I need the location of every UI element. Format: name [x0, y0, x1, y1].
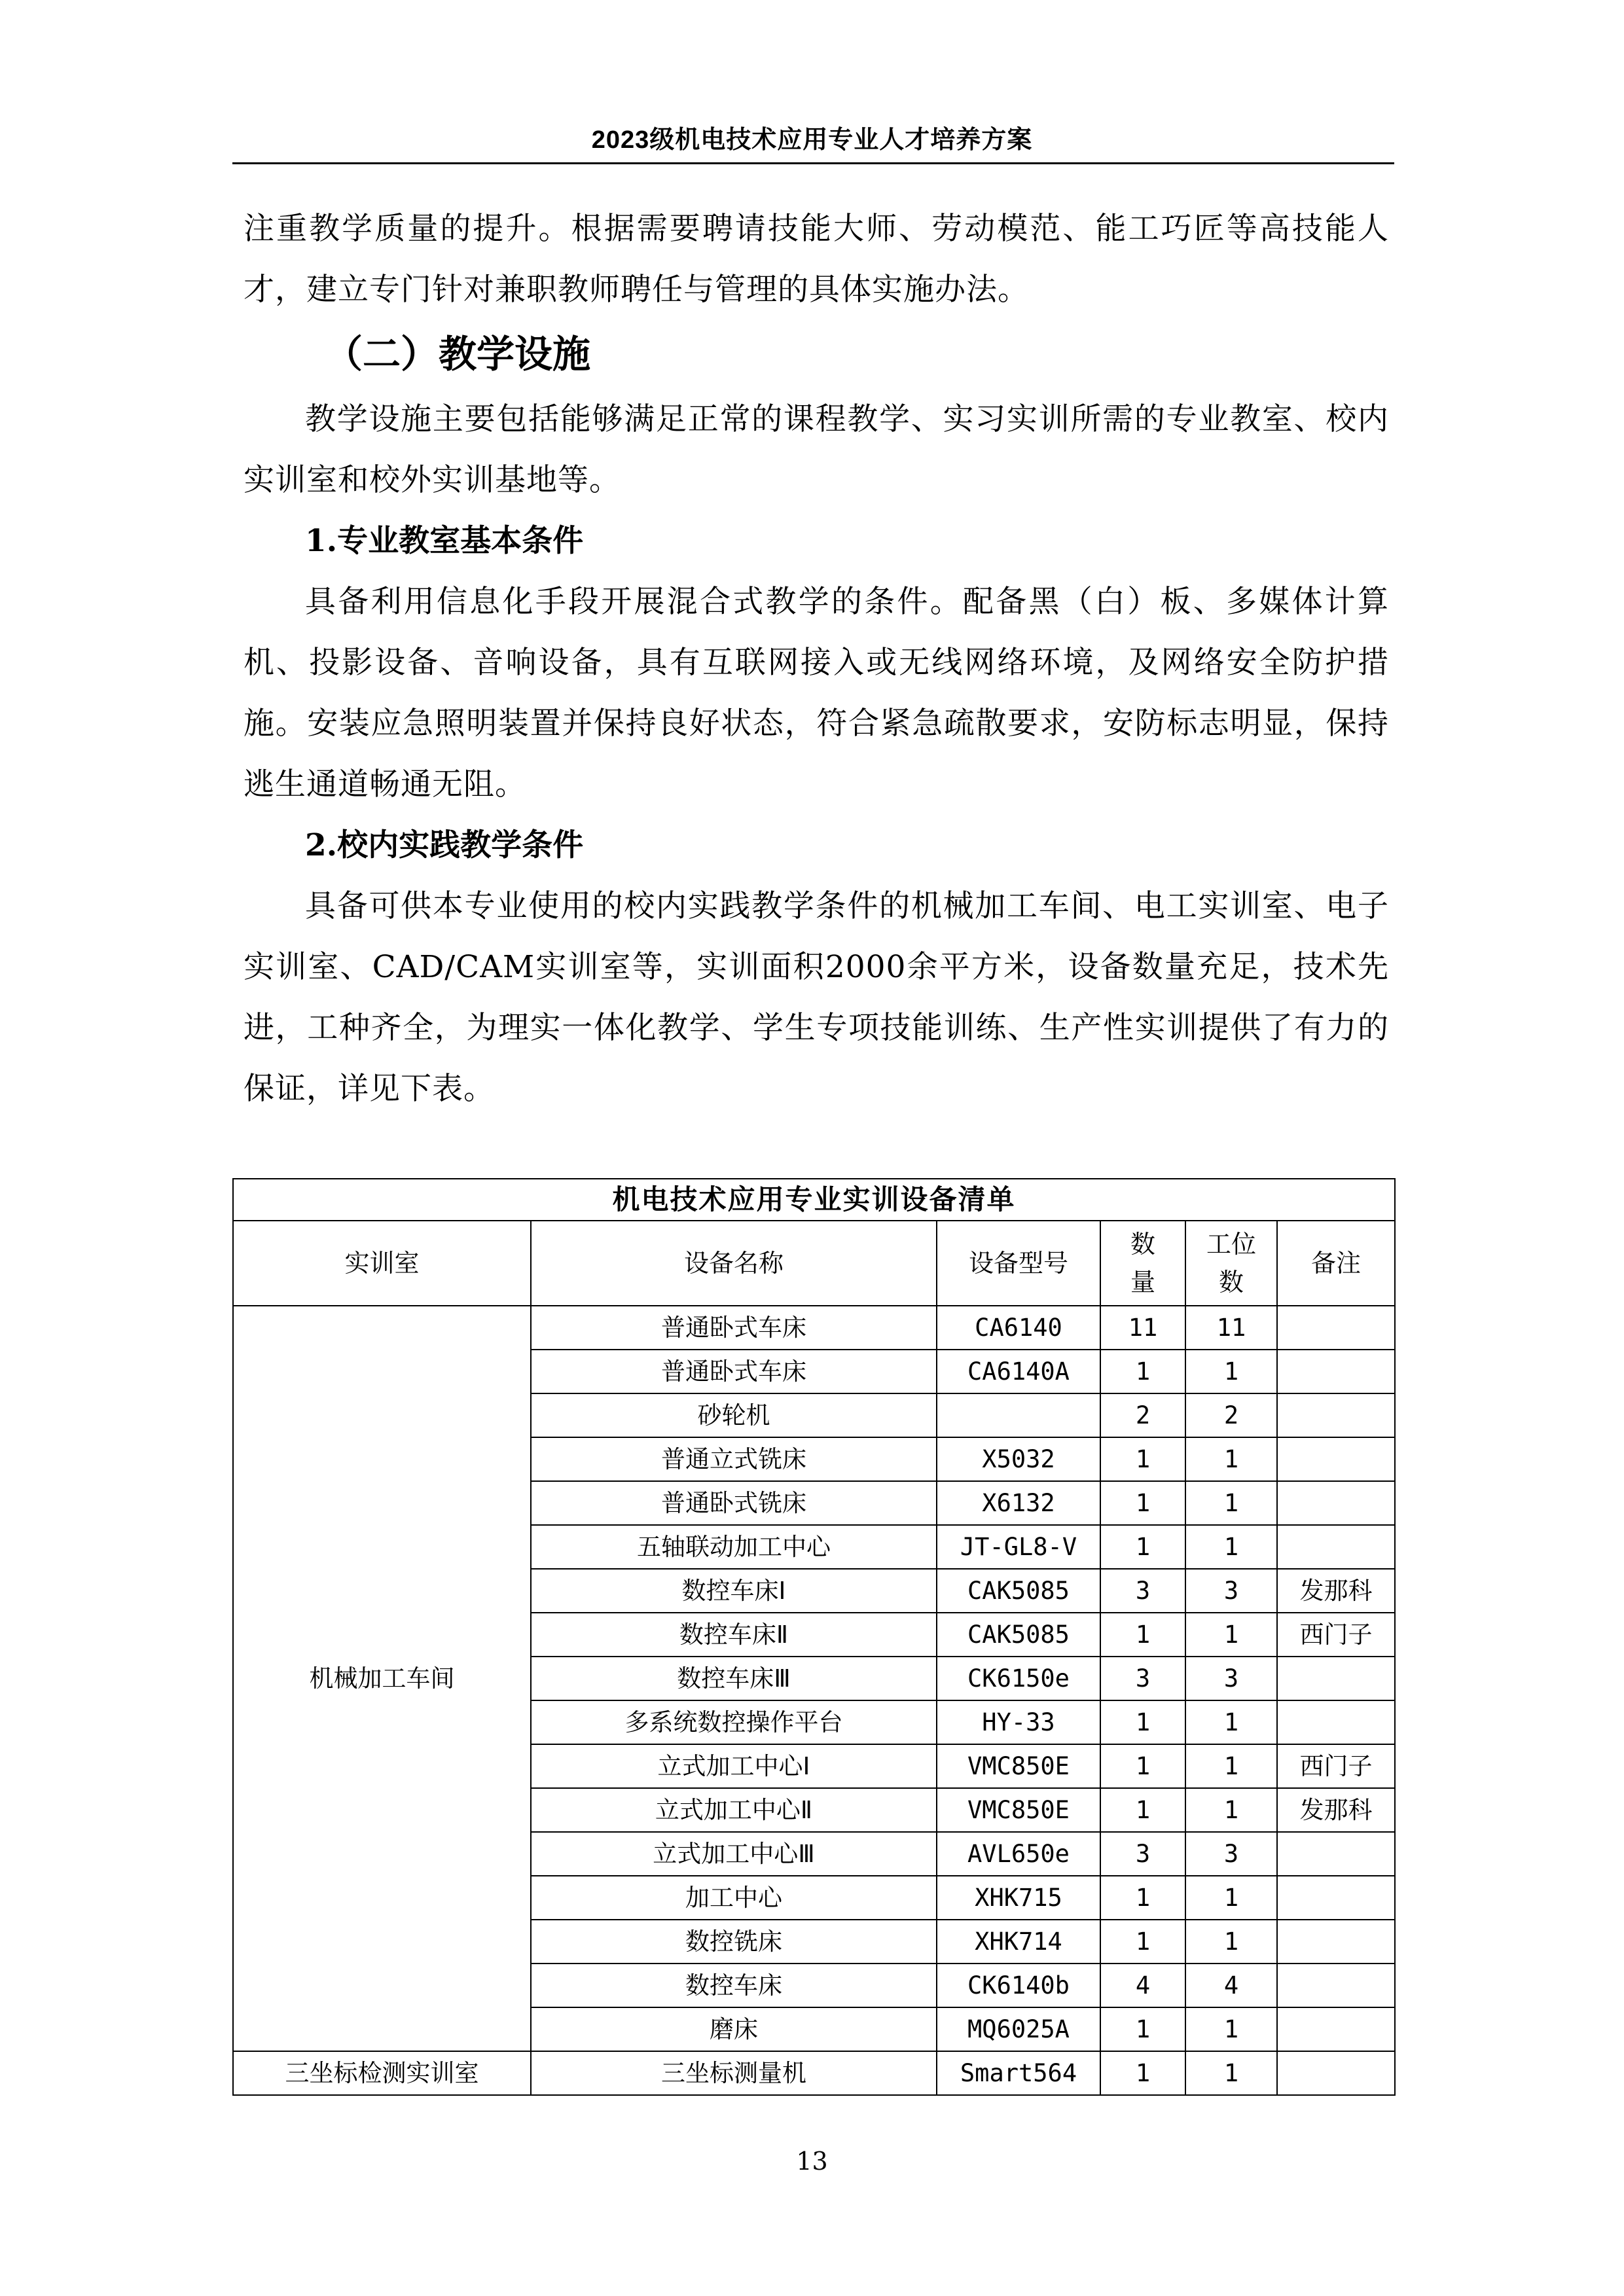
equipment-model: Smart564 [937, 2051, 1100, 2095]
equipment-stations: 1 [1185, 1350, 1277, 1393]
equipment-name: 数控车床Ⅰ [531, 1569, 937, 1613]
equipment-stations: 1 [1185, 1744, 1277, 1788]
equipment-stations: 3 [1185, 1657, 1277, 1700]
equipment-quantity: 3 [1100, 1657, 1185, 1700]
equipment-name: 普通立式铣床 [531, 1437, 937, 1481]
room-cell: 机械加工车间 [233, 1306, 531, 2051]
equipment-model: CA6140A [937, 1350, 1100, 1393]
equipment-stations: 1 [1185, 1481, 1277, 1525]
header-stations-line1: 工位 [1206, 1230, 1256, 1259]
equipment-note [1277, 1481, 1395, 1525]
equipment-note [1277, 1306, 1395, 1350]
equipment-quantity: 1 [1100, 1481, 1185, 1525]
equipment-quantity: 3 [1100, 1832, 1185, 1876]
header-model: 设备型号 [937, 1221, 1100, 1306]
equipment-note [1277, 2051, 1395, 2095]
equipment-name: 普通卧式铣床 [531, 1481, 937, 1525]
equipment-note: 西门子 [1277, 1744, 1395, 1788]
equipment-quantity: 1 [1100, 1437, 1185, 1481]
equipment-quantity: 1 [1100, 1700, 1185, 1744]
subsection-title-classroom: 1.专业教室基本条件 [305, 523, 584, 559]
equipment-model: CAK5085 [937, 1613, 1100, 1657]
equipment-note [1277, 1832, 1395, 1876]
equipment-quantity: 1 [1100, 1920, 1185, 1964]
equipment-model: AVL650e [937, 1832, 1100, 1876]
table-body [233, 1306, 1395, 2095]
equipment-stations: 1 [1185, 2051, 1277, 2095]
equipment-name: 加工中心 [531, 1876, 937, 1920]
equipment-name: 立式加工中心Ⅰ [531, 1744, 937, 1788]
equipment-quantity: 1 [1100, 1525, 1185, 1569]
equipment-model: XHK714 [937, 1920, 1100, 1964]
table-title-row [233, 1179, 1395, 1221]
equipment-note: 发那科 [1277, 1788, 1395, 1832]
equipment-model: JT-GL8-V [937, 1525, 1100, 1569]
table-title: 机电技术应用专业实训设备清单 [233, 1179, 1395, 1221]
header-room: 实训室 [233, 1221, 531, 1306]
equipment-model: CA6140 [937, 1306, 1100, 1350]
header-quantity-line1: 数 [1130, 1230, 1155, 1259]
equipment-stations: 1 [1185, 1788, 1277, 1832]
equipment-stations: 1 [1185, 1920, 1277, 1964]
equipment-name: 数控铣床 [531, 1920, 937, 1964]
equipment-quantity: 3 [1100, 1569, 1185, 1613]
equipment-quantity: 1 [1100, 1613, 1185, 1657]
equipment-name: 数控车床Ⅲ [531, 1657, 937, 1700]
body-content [244, 198, 1389, 1119]
equipment-model: CAK5085 [937, 1569, 1100, 1613]
equipment-note: 发那科 [1277, 1569, 1395, 1613]
equipment-table [232, 1178, 1396, 2096]
equipment-name: 普通卧式车床 [531, 1350, 937, 1393]
equipment-quantity: 1 [1100, 1788, 1185, 1832]
equipment-quantity: 1 [1100, 2007, 1185, 2051]
equipment-quantity: 1 [1100, 1350, 1185, 1393]
equipment-note [1277, 1393, 1395, 1437]
table-row [233, 1306, 1395, 1350]
equipment-note [1277, 1964, 1395, 2007]
paragraph-classroom: 具备利用信息化手段开展混合式教学的条件。配备黑（白）板、多媒体计算机、投影设备、音响设备，具有互联网接入或无线网络环境，及网络安全防护措施。安装应急照明装置并保持良好状态，符合紧急疏散要求，安防标志明显，保持逃生通道畅通无阻。 [244, 584, 1389, 802]
page-header-title: 2023级机电技术应用专业人才培养方案 [591, 126, 1033, 154]
equipment-name: 五轴联动加工中心 [531, 1525, 937, 1569]
equipment-model: CK6140b [937, 1964, 1100, 2007]
equipment-name: 普通卧式车床 [531, 1306, 937, 1350]
equipment-note [1277, 1437, 1395, 1481]
header-quantity-line2: 量 [1130, 1268, 1155, 1297]
equipment-stations: 1 [1185, 1613, 1277, 1657]
paragraph-facilities-intro: 教学设施主要包括能够满足正常的课程教学、实习实训所需的专业教室、校内实训室和校外实训基地等。 [244, 401, 1389, 498]
equipment-stations: 2 [1185, 1393, 1277, 1437]
equipment-stations: 3 [1185, 1569, 1277, 1613]
header-stations-line2: 数 [1218, 1268, 1244, 1297]
paragraph-teachers: 注重教学质量的提升。根据需要聘请技能大师、劳动模范、能工巧匠等高技能人才，建立专门针对兼职教师聘任与管理的具体实施办法。 [244, 211, 1389, 308]
equipment-model: CK6150e [937, 1657, 1100, 1700]
equipment-note [1277, 1657, 1395, 1700]
equipment-quantity: 4 [1100, 1964, 1185, 2007]
equipment-model: X5032 [937, 1437, 1100, 1481]
table-row [233, 2051, 1395, 2095]
subsection-title-practice: 2.校内实践教学条件 [305, 827, 584, 863]
equipment-note [1277, 1350, 1395, 1393]
equipment-name: 立式加工中心Ⅱ [531, 1788, 937, 1832]
header-stations [1185, 1221, 1277, 1306]
header-equipment-name: 设备名称 [531, 1221, 937, 1306]
page-number: 13 [796, 2147, 828, 2176]
equipment-stations: 1 [1185, 1876, 1277, 1920]
equipment-quantity: 1 [1100, 2051, 1185, 2095]
equipment-stations: 3 [1185, 1832, 1277, 1876]
equipment-stations: 1 [1185, 2007, 1277, 2051]
equipment-name: 数控车床Ⅱ [531, 1613, 937, 1657]
header-rule [232, 162, 1394, 164]
header-quantity [1100, 1221, 1185, 1306]
equipment-name: 数控车床 [531, 1964, 937, 2007]
equipment-stations: 4 [1185, 1964, 1277, 2007]
equipment-note [1277, 1876, 1395, 1920]
equipment-model: VMC850E [937, 1788, 1100, 1832]
equipment-stations: 11 [1185, 1306, 1277, 1350]
equipment-model: X6132 [937, 1481, 1100, 1525]
section-title-facilities: （二）教学设施 [325, 332, 591, 376]
equipment-name: 三坐标测量机 [531, 2051, 937, 2095]
equipment-model: XHK715 [937, 1876, 1100, 1920]
equipment-quantity: 2 [1100, 1393, 1185, 1437]
equipment-quantity: 1 [1100, 1876, 1185, 1920]
equipment-quantity: 1 [1100, 1744, 1185, 1788]
equipment-name: 多系统数控操作平台 [531, 1700, 937, 1744]
equipment-note [1277, 1700, 1395, 1744]
equipment-stations: 1 [1185, 1437, 1277, 1481]
equipment-note [1277, 1525, 1395, 1569]
equipment-model: VMC850E [937, 1744, 1100, 1788]
equipment-note [1277, 1920, 1395, 1964]
table-header-row [233, 1221, 1395, 1306]
equipment-stations: 1 [1185, 1700, 1277, 1744]
equipment-note: 西门子 [1277, 1613, 1395, 1657]
header-note: 备注 [1277, 1221, 1395, 1306]
equipment-model: HY-33 [937, 1700, 1100, 1744]
equipment-name: 砂轮机 [531, 1393, 937, 1437]
equipment-stations: 1 [1185, 1525, 1277, 1569]
paragraph-practice: 具备可供本专业使用的校内实践教学条件的机械加工车间、电工实训室、电子实训室、CAD/CAM实训室等，实训面积2000余平方米，设备数量充足，技术先进，工种齐全，为理实一体化教学、学生专项技能训练、生产性实训提供了有力的保证，详见下表。 [244, 888, 1389, 1107]
equipment-model: MQ6025A [937, 2007, 1100, 2051]
equipment-name: 立式加工中心Ⅲ [531, 1832, 937, 1876]
equipment-model [937, 1393, 1100, 1437]
equipment-quantity: 11 [1100, 1306, 1185, 1350]
equipment-name: 磨床 [531, 2007, 937, 2051]
room-cell: 三坐标检测实训室 [233, 2051, 531, 2095]
equipment-note [1277, 2007, 1395, 2051]
